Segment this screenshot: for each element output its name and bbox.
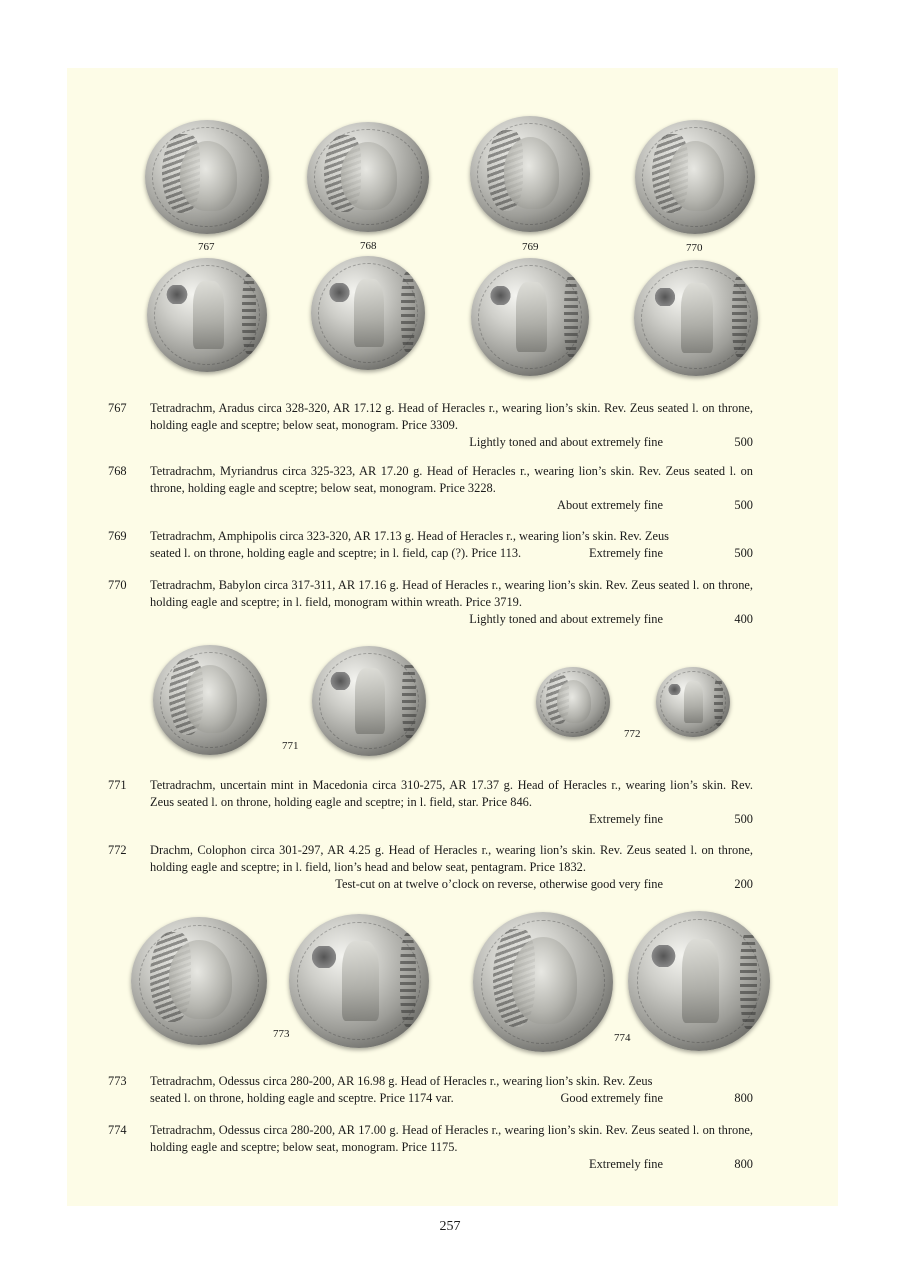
- lot-number: 773: [108, 1074, 127, 1088]
- coin-772-reverse: [656, 667, 730, 737]
- lot-grade: Good extremely fine: [560, 1091, 663, 1105]
- lot-estimate: 500: [734, 498, 753, 512]
- coin-772-obverse: [536, 667, 610, 737]
- lot-estimate: 800: [734, 1091, 753, 1105]
- coin-774-obverse: [473, 912, 613, 1052]
- lot-773: [108, 1073, 753, 1107]
- coin-770-reverse: [634, 260, 758, 376]
- lot-estimate: 500: [734, 812, 753, 826]
- lot-774: [108, 1122, 753, 1173]
- lot-description: Tetradrachm, uncertain mint in Macedonia circa 310-275, AR 17.37 g. Head of Heracles r., wearing lion’s skin. Rev. Zeus seated l. on throne, holding eagle and sceptre; in l. field, star. Price 846.: [150, 778, 753, 809]
- lot-description-line1: Tetradrachm, Amphipolis circa 323-320, AR 17.13 g. Head of Heracles r., wearing lion’s skin. Rev. Zeus: [150, 529, 669, 543]
- lot-description: Tetradrachm, Myriandrus circa 325-323, AR 17.20 g. Head of Heracles r., wearing lion’s skin. Rev. Zeus seated l. on throne, holding eagle and sceptre; below seat, monogram. Price 3228.: [150, 464, 753, 495]
- lot-number: 768: [108, 464, 127, 478]
- coin-773-obverse: [131, 917, 267, 1045]
- lot-770: [108, 577, 753, 628]
- coin-767-obverse: [145, 120, 269, 234]
- coin-769-reverse: [471, 258, 589, 376]
- lot-grade: Lightly toned and about extremely fine: [469, 435, 663, 449]
- lot-grade: About extremely fine: [557, 498, 663, 512]
- coin-769-obverse: [470, 116, 590, 232]
- lot-number: 771: [108, 778, 127, 792]
- coin-768-reverse: [311, 256, 425, 370]
- lot-estimate: 800: [734, 1157, 753, 1171]
- lot-number: 770: [108, 578, 127, 592]
- lot-number: 767: [108, 401, 127, 415]
- coin-774-reverse: [628, 911, 770, 1051]
- lot-number: 774: [108, 1123, 127, 1137]
- lot-grade: Extremely fine: [589, 546, 663, 560]
- lot-number: 772: [108, 843, 127, 857]
- lot-grade: Test-cut on at twelve o’clock on reverse, otherwise good very fine: [335, 877, 663, 891]
- coin-768-obverse: [307, 122, 429, 232]
- lot-768: [108, 463, 753, 514]
- lot-description-line2: seated l. on throne, holding eagle and sceptre; in l. field, cap (?). Price 113.: [150, 546, 522, 560]
- lot-estimate: 200: [734, 877, 753, 891]
- coin-label-773: 773: [273, 1028, 290, 1040]
- coin-label-769: 769: [522, 241, 539, 253]
- lot-estimate: 500: [734, 546, 753, 560]
- coin-770-obverse: [635, 120, 755, 234]
- lot-description: Tetradrachm, Babylon circa 317-311, AR 17.16 g. Head of Heracles r., wearing lion’s skin. Rev. Zeus seated l. on throne, holding eagle and sceptre; in l. field, monogram within wreath. Price 3719.: [150, 578, 753, 609]
- lot-771: [108, 777, 753, 828]
- lot-number: 769: [108, 529, 127, 543]
- lot-description: Drachm, Colophon circa 301-297, AR 4.25 g. Head of Heracles r., wearing lion’s skin. Rev. Zeus seated l. on throne, holding eagle and sceptre; in l. field, lion’s head and below seat, pentagram. Price 1832.: [150, 843, 753, 874]
- lot-estimate: 400: [734, 612, 753, 626]
- lot-description-line1: Tetradrachm, Odessus circa 280-200, AR 16.98 g. Head of Heracles r., wearing lion’s skin. Rev. Zeus: [150, 1074, 653, 1088]
- lot-description: Tetradrachm, Odessus circa 280-200, AR 17.00 g. Head of Heracles r., wearing lion’s skin. Rev. Zeus seated l. on throne, holding eagle and sceptre; below seat, monogram. Price 1175.: [150, 1123, 753, 1154]
- coin-label-771: 771: [282, 740, 299, 752]
- coin-label-772: 772: [624, 728, 641, 740]
- lot-767: [108, 400, 753, 451]
- coin-label-767: 767: [198, 241, 215, 253]
- coin-label-770: 770: [686, 242, 703, 254]
- lot-grade: Lightly toned and about extremely fine: [469, 612, 663, 626]
- coin-771-reverse: [312, 646, 426, 756]
- coin-771-obverse: [153, 645, 267, 755]
- coin-767-reverse: [147, 258, 267, 372]
- coin-773-reverse: [289, 914, 429, 1048]
- lot-estimate: 500: [734, 435, 753, 449]
- lot-769: [108, 528, 753, 562]
- lot-grade: Extremely fine: [589, 1157, 663, 1171]
- lot-grade: Extremely fine: [589, 812, 663, 826]
- lot-772: [108, 842, 753, 893]
- coin-label-774: 774: [614, 1032, 631, 1044]
- lot-description-line2: seated l. on throne, holding eagle and sceptre. Price 1174 var.: [150, 1091, 454, 1105]
- page-number: 257: [439, 1219, 461, 1234]
- coin-label-768: 768: [360, 240, 377, 252]
- lot-description: Tetradrachm, Aradus circa 328-320, AR 17.12 g. Head of Heracles r., wearing lion’s skin. Rev. Zeus seated l. on throne, holding eagle and sceptre; below seat, monogram. Price 3309.: [150, 401, 753, 432]
